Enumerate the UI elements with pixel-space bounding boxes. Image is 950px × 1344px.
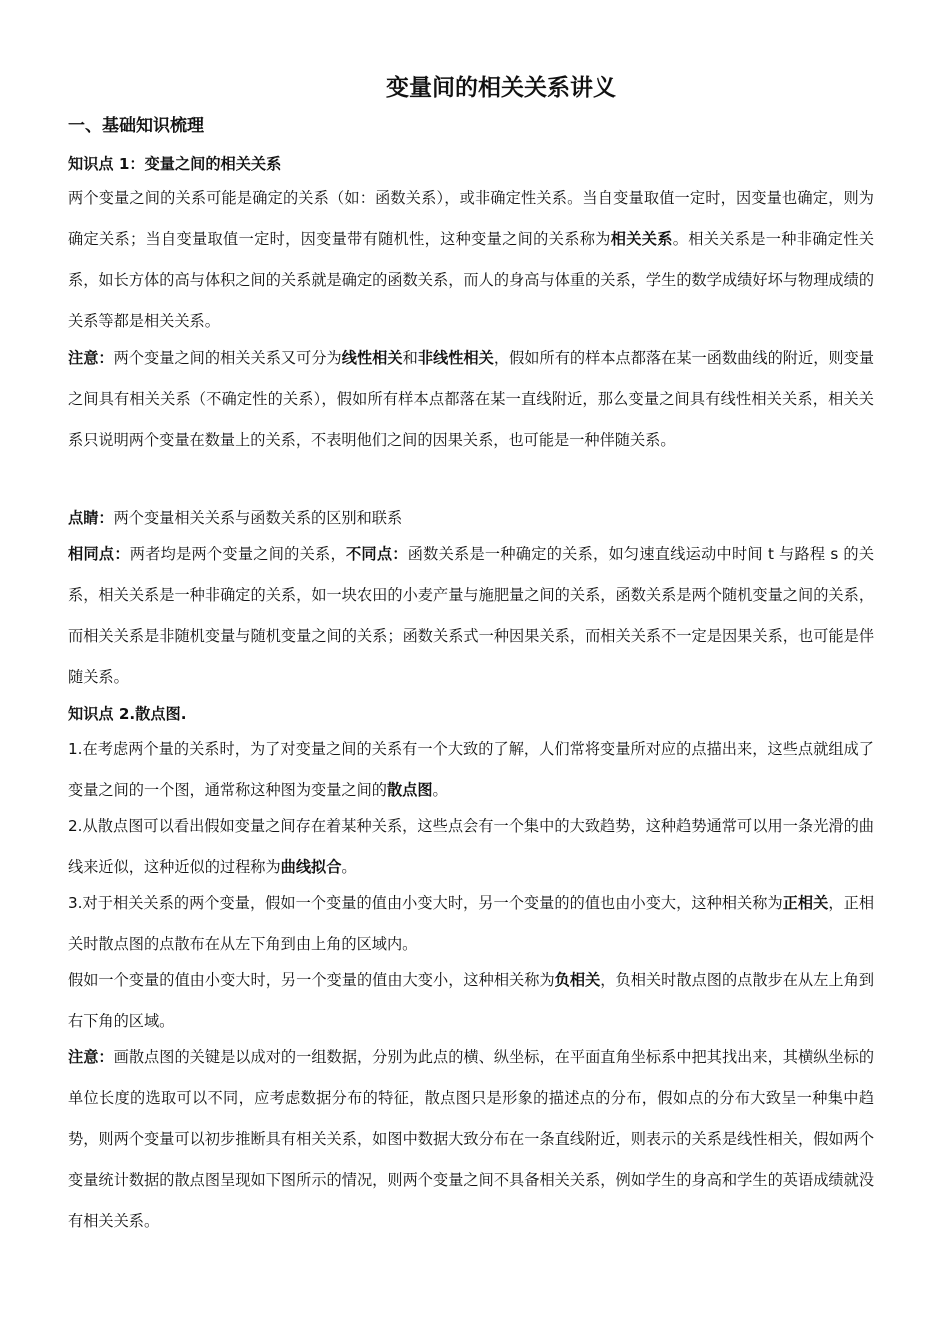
dianjing-label: 点睛： [68,509,114,527]
dianjing-text: 两个变量相关关系与函数关系的区别和联系 [113,509,403,527]
item2-text: 2.从散点图可以看出假如变量之间存在着某种关系，这些点会有一个集中的大致趋势，这种趋势通常可以用一条光滑的曲线来近似，这种近似的过程称为 [68,817,874,876]
kp1-paragraph [68,178,874,342]
item4-end: ，负相关时散点图的点散步在从左上角到右下角的区域。 [68,971,875,1030]
kp1-note [68,338,874,461]
same-diff-paragraph [68,534,874,698]
kp1-heading: 知识点 1：变量之间的相关关系 [68,155,282,173]
term-positive: 正相关 [782,894,829,912]
same-label: 相同点： [68,545,130,563]
kp2-note-label: 注意： [68,1048,114,1066]
diff-label: 不同点： [345,545,408,563]
kp1-text-c: 。相关关系是一种非确定性关系，如长方体的高与体积之间的关系就是确定的函数关系，而人的身高与体重的关系，学生的数学成绩好坏与物理成绩的关系等都是相关关系。 [68,230,875,330]
item4-text: 假如一个变量的值由小变大时，另一个变量的值由大变小，这种相关称为 [68,971,555,989]
note-label: 注意： [68,349,114,367]
kp2-heading: 知识点 2.散点图. [68,705,187,723]
item2-end: 。 [341,858,357,876]
item3-end: ，正相关时散点图的点散布在从左下角到由上角的区域内。 [68,894,875,953]
term-curve-fit: 曲线拟合 [280,858,342,876]
kp2-note-text: 画散点图的关键是以成对的一组数据，分别为此点的横、纵坐标，在平面直角坐标系中把其找出来，其横纵坐标的单位长度的选取可以不同，应考虑数据分布的特征，散点图只是形象的描述点的分布，假如点的分布大致呈一种集中趋势，则两个变量可以初步推断具有相关关系，如图中数据大致分布在一条直线附近，则表示的关系是线性相关，假如两个变量统计数据的散点图呈现如下图所示的情况，则两个变量之间不具备相关关系，例如学生的身高和学生的英语成绩就没有相关关系。 [68,1048,875,1230]
note-text-a: 两个变量之间的相关关系又可分为 [113,349,342,367]
item1-text: 1.在考虑两个量的关系时，为了对变量之间的关系有一个大致的了解，人们常将变量所对应的点描出来，这些点就组成了变量之间的一个图，通常称这种图为变量之间的 [68,740,874,799]
term-nonlinear: 非线性相关 [417,349,494,367]
note-text-e: ，假如所有的样本点都落在某一函数曲线的附近，则变量之间具有相关关系（不确定性的关系），假如所有样本点都落在某一直线附近，那么变量之间具有线性相关关系，相关关系只说明两个变量在数量上的关系，不表明他们之间的因果关系，也可能是一种伴随关系。 [68,349,875,449]
term-negative: 负相关 [554,971,601,989]
kp1-text-a: 两个变量之间的关系可能是确定的关系（如：函数关系），或非确定性关系。当自变量取值一定时，因变量也确定，则为确定关系；当自变量取值一定时，因变量带有随机性，这种变量之间的关系称为 [68,189,874,248]
term-scatter: 散点图 [386,781,433,799]
kp2-note [68,1037,874,1242]
same-text: 两者均是两个变量之间的关系， [129,545,346,563]
kp1-term-correlation: 相关关系 [610,230,673,248]
section-heading: 一、基础知识梳理 [68,116,204,136]
kp2-item-4 [68,960,874,1042]
item3-text: 3.对于相关关系的两个变量，假如一个变量的值由小变大时，另一个变量的的值也由小变大，这种相关称为 [68,894,783,912]
diff-text: 函数关系是一种确定的关系，如匀速直线运动中时间 t 与路程 s 的关系，相关关系是一种非确定的关系，如一块农田的小麦产量与施肥量之间的关系，函数关系是两个随机变量之间的关系，而相关关系是非随机变量与随机变量之间的关系；函数关系式一种因果关系，而相关关系不一定是因果关系，也可能是伴随关系。 [68,545,875,686]
item1-end: 。 [432,781,448,799]
page-title: 变量间的相关关系讲义 [386,75,616,101]
kp2-item-2 [68,806,874,888]
kp2-item-3 [68,883,874,965]
term-linear: 线性相关 [341,349,403,367]
dianjing-line [68,504,874,532]
note-text-c: 和 [402,349,418,367]
kp2-item-1 [68,729,874,811]
